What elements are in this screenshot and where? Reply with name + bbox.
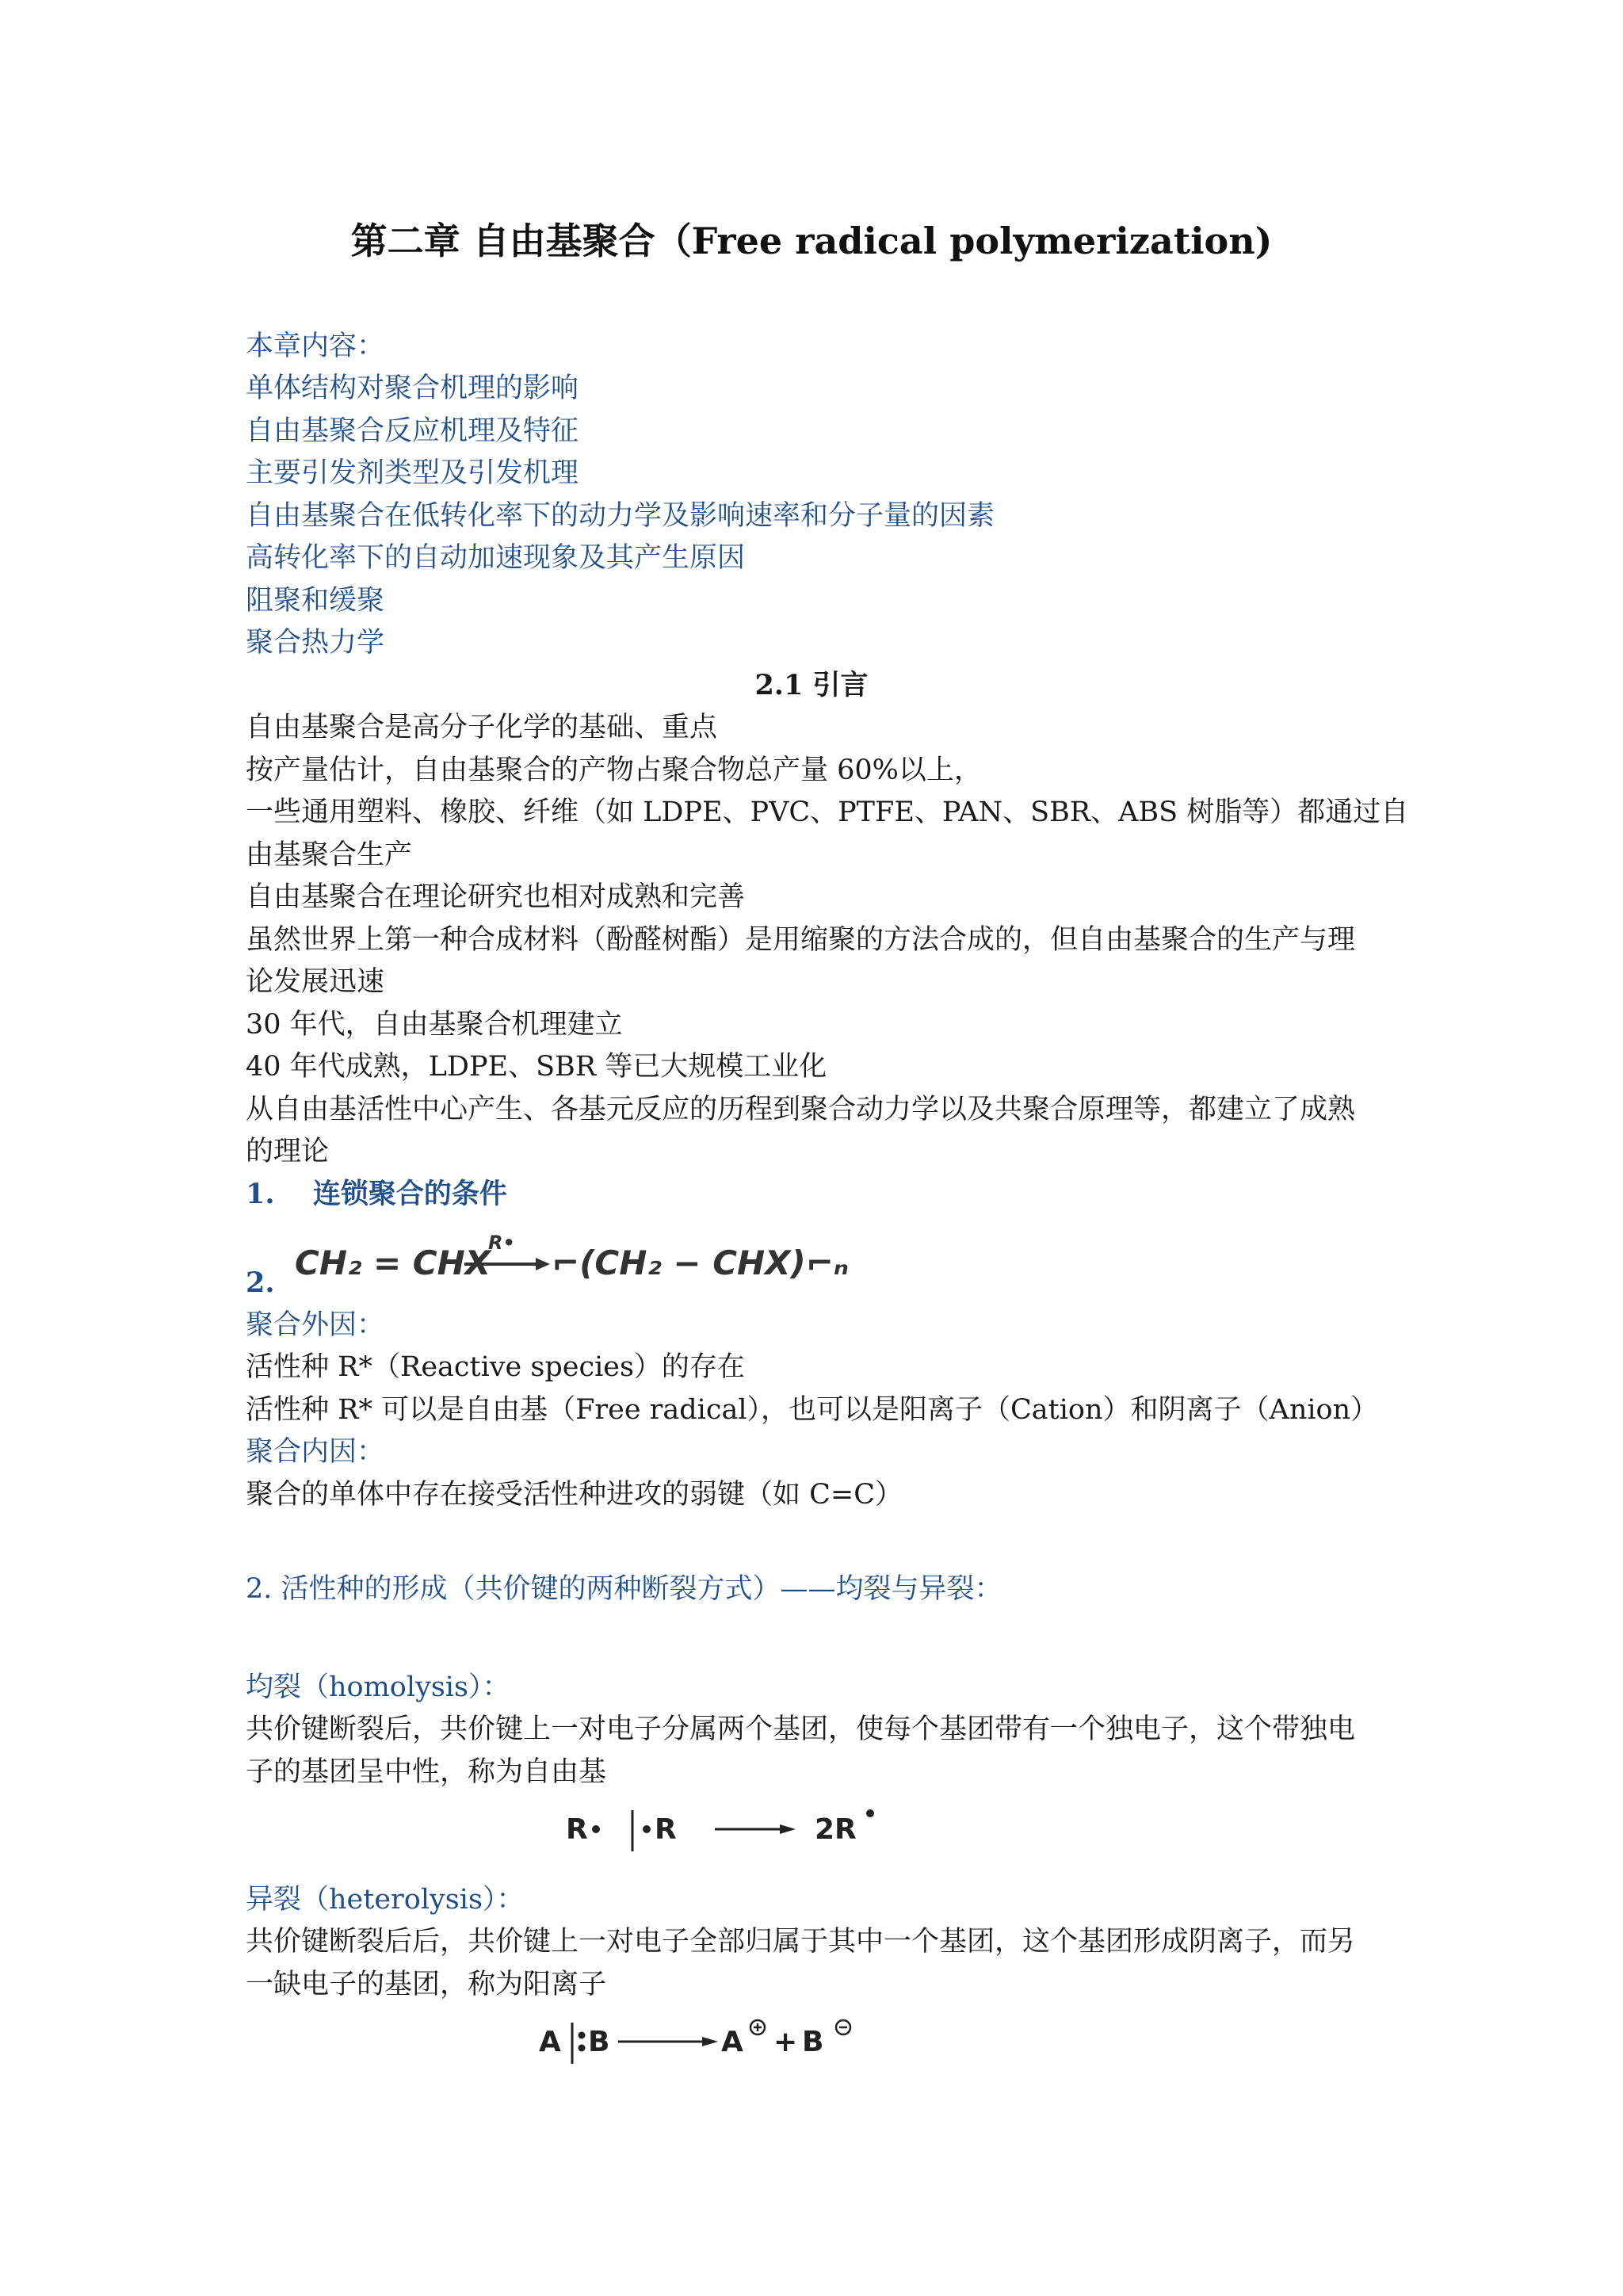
section-heading-2-1: 2.1 引言 <box>754 669 869 701</box>
paragraph-line: 自由基聚合在理论研究也相对成熟和完善 <box>246 881 746 913</box>
contents-item: 高转化率下的自动加速现象及其产生原因 <box>246 542 746 574</box>
polymer-formula: ⌐(CH₂ − CHX)⌐ₙ <box>552 1244 850 1282</box>
external-cause-heading: 聚合外因： <box>246 1309 385 1341</box>
monomer-formula: CH₂ = CHX <box>295 1244 491 1282</box>
contents-item: 聚合热力学 <box>246 627 385 659</box>
product-radicals: 2R <box>815 1813 857 1846</box>
paragraph-line: 虽然世界上第一种合成材料（酚醛树酯）是用缩聚的方法合成的，但自由基聚合的生产与理 <box>246 924 1356 956</box>
paragraph-line: 的理论 <box>246 1136 330 1167</box>
paragraph-line: 论发展迅速 <box>246 966 385 998</box>
internal-cause-heading: 聚合内因： <box>246 1436 385 1468</box>
paragraph-line: 一缺电子的基团，称为阳离子 <box>246 1969 607 2000</box>
contents-item: 自由基聚合反应机理及特征 <box>246 415 579 447</box>
paragraph-line: 40 年代成熟，LDPE、SBR 等已大规模工业化 <box>246 1051 827 1083</box>
active-species-heading: 2. 活性种的形成（共价键的两种断裂方式）——均裂与异裂： <box>246 1573 1002 1605</box>
contents-heading: 本章内容： <box>246 330 385 362</box>
atom-b: B <box>588 2026 610 2058</box>
plus-sign: + <box>773 2026 798 2058</box>
contents-item: 阻聚和缓聚 <box>246 585 385 617</box>
paragraph-line: 活性种 R*（Reactive species）的存在 <box>246 1351 745 1383</box>
product-anion: B <box>802 2026 824 2058</box>
contents-item: 自由基聚合在低转化率下的动力学及影响速率和分子量的因素 <box>246 500 995 532</box>
homolysis-heading: 均裂（homolysis）： <box>246 1671 510 1703</box>
homolysis-equation <box>559 1799 892 1855</box>
paragraph-line: 一些通用塑料、橡胶、纤维（如 LDPE、PVC、PTFE、PAN、SBR、ABS 树脂等）都通过自 <box>246 797 1409 828</box>
paragraph-line: 共价键断裂后后，共价键上一对电子全部归属于其中一个基团，这个基团形成阴离子，而另 <box>246 1926 1356 1958</box>
heterolysis-heading: 异裂（heterolysis）： <box>246 1884 525 1916</box>
paragraph-line: 聚合的单体中存在接受活性种进攻的弱键（如 C=C） <box>246 1479 903 1511</box>
paragraph-line: 自由基聚合是高分子化学的基础、重点 <box>246 712 718 743</box>
atom-r: R <box>655 1813 677 1846</box>
heterolysis-equation <box>533 2011 913 2067</box>
contents-item: 单体结构对聚合机理的影响 <box>246 372 579 404</box>
paragraph-line: 活性种 R* 可以是自由基（Free radical），也可以是阳离子（Cation）和阴离子（Anion） <box>246 1394 1379 1426</box>
heading-text: 连锁聚合的条件 <box>312 1178 507 1210</box>
product-cation: A <box>721 2026 743 2058</box>
arrow-label-initiator: R• <box>488 1232 515 1254</box>
paragraph-line: 从自由基活性中心产生、各基元反应的历程到聚合动力学以及共聚合原理等，都建立了成熟 <box>246 1094 1356 1125</box>
paragraph-line: 按产量估计，自由基聚合的产物占聚合物总产量 60%以上， <box>246 755 982 786</box>
chain-conditions-heading <box>246 1173 507 1216</box>
paragraph-line: 子的基团呈中性，称为自由基 <box>246 1756 607 1788</box>
paragraph-line: 共价键断裂后，共价键上一对电子分属两个基团，使每个基团带有一个独电子，这个带独电 <box>246 1713 1356 1745</box>
paragraph-line: 由基聚合生产 <box>246 839 413 871</box>
polymerization-equation <box>292 1227 850 1290</box>
chapter-title: 第二章 自由基聚合（Free radical polymerization) <box>350 220 1273 262</box>
atom-a: A <box>539 2026 561 2058</box>
formula-number: 2. <box>246 1266 275 1299</box>
paragraph-line: 30 年代，自由基聚合机理建立 <box>246 1009 623 1041</box>
contents-item: 主要引发剂类型及引发机理 <box>246 457 579 489</box>
atom-r: R <box>566 1813 588 1846</box>
heading-number: 1. <box>246 1178 275 1210</box>
